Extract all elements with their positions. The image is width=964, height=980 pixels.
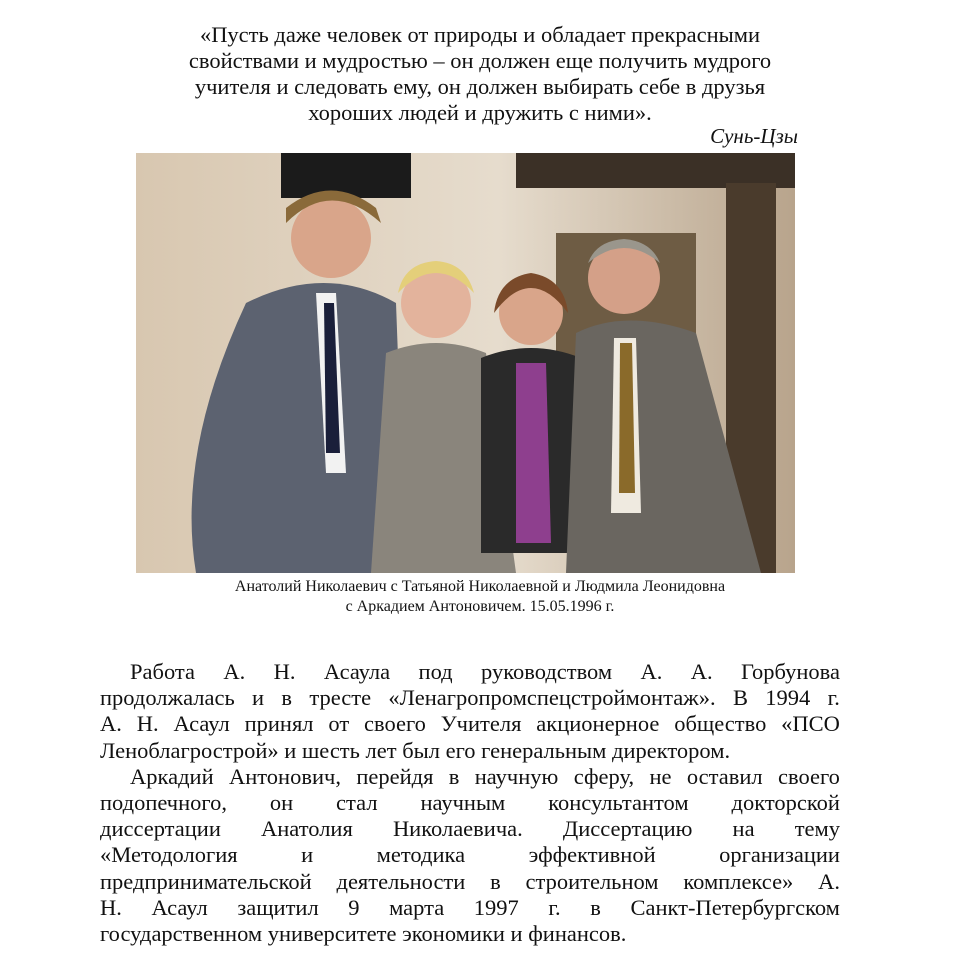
caption-line: Анатолий Николаевич с Татьяной Николаевной и Людмила Леонидовна	[234, 578, 726, 595]
paragraph-line: диссертации Анатолия Николаевича. Диссертацию на тему	[100, 816, 840, 842]
paragraph-line: Аркадий Антонович, перейдя в научную сферу, не оставил своего	[130, 763, 840, 789]
paragraph-line: А. Н. Асаул принял от своего Учителя акционерное общество «ПСО	[100, 711, 840, 737]
group-photo	[136, 153, 795, 573]
photo-caption	[140, 577, 820, 617]
epigraph-quote	[140, 22, 820, 126]
caption-line: с Аркадием Антоновичем. 15.05.1996 г.	[345, 598, 615, 615]
paragraph-line: Работа А. Н. Асаула под руководством А. А. Горбунова	[130, 659, 840, 684]
paragraph-line: государственном университете экономики и финансов.	[100, 921, 627, 947]
paragraph-line: продолжалась и в тресте «Ленагропромспецстроймонтаж». В 1994 г.	[100, 685, 840, 711]
quote-line: хороших людей и дружить с ними».	[308, 100, 652, 125]
paragraph-line: Н. Асаул защитил 9 марта 1997 г. в Санкт-Петербургском	[100, 894, 840, 920]
quote-author: Сунь-Цзы	[710, 124, 798, 148]
photo-illustration	[136, 153, 795, 573]
quote-line: учителя и следовать ему, он должен выбирать себе в друзья	[194, 74, 766, 99]
paragraph-line: Леноблагрострой» и шесть лет был его генеральным директором.	[100, 737, 731, 763]
paragraph-line: «Методология и методика эффективной организации	[100, 842, 840, 868]
quote-line: свойствами и мудростью – он должен еще получить мудрого	[188, 48, 772, 73]
quote-line: «Пусть даже человек от природы и обладает прекрасными	[199, 22, 761, 47]
body-text	[100, 659, 840, 947]
paragraph-line: подопечного, он стал научным консультантом докторской	[100, 790, 840, 816]
paragraph-line: предпринимательской деятельности в строительном комплексе» А.	[100, 868, 840, 894]
